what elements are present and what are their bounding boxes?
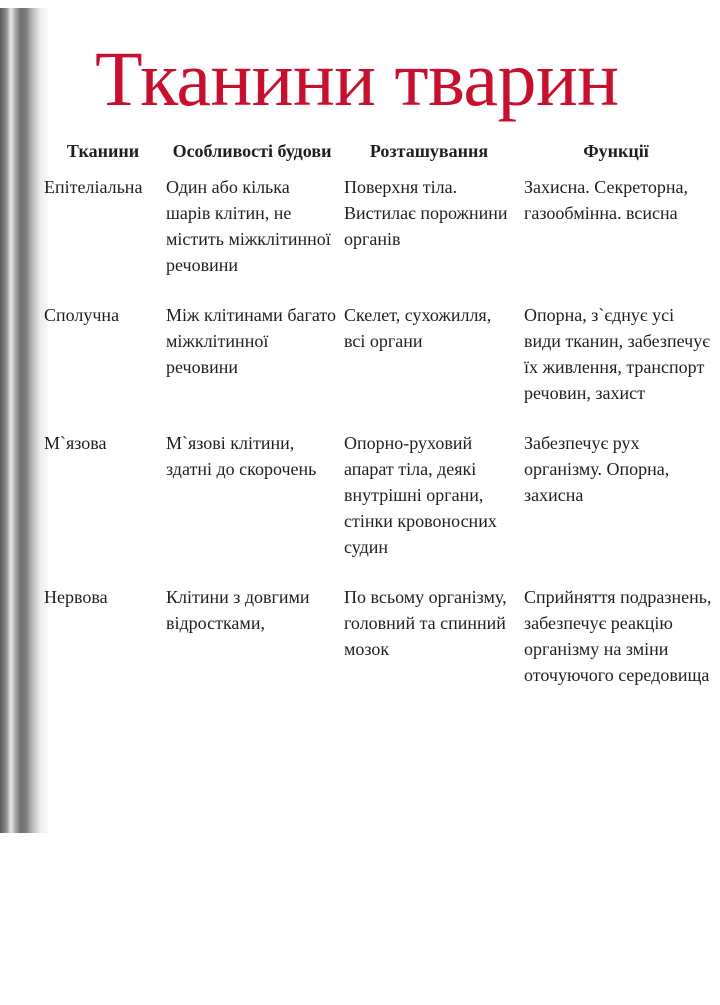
cell-structure: Один або кілька шарів клітин, не містить міжклітинної речовини — [166, 177, 331, 275]
table-row — [42, 302, 714, 430]
header-tissue: Тканини — [66, 141, 140, 161]
cell-tissue: М`язова — [44, 433, 107, 453]
table-header-row — [42, 134, 714, 174]
slide-title: Тканини тварин — [95, 35, 619, 122]
cell-structure: М`язові клітини, здатні до скорочень — [166, 433, 317, 479]
header-location: Розташування — [369, 141, 489, 161]
decorative-side-bar — [0, 8, 48, 833]
header-structure: Особливості будови — [172, 141, 332, 161]
cell-tissue: Епітеліальна — [44, 177, 143, 197]
cell-functions: Забезпечує рух організму. Опорна, захисна — [524, 433, 670, 505]
cell-structure: Клітини з довгими відростками, — [166, 587, 310, 633]
header-functions: Функції — [583, 141, 649, 161]
tissues-table — [42, 134, 714, 712]
cell-location: По всьому організму, головний та спинний мозок — [344, 587, 507, 659]
table-row — [42, 174, 714, 302]
cell-location: Опорно-руховий апарат тіла, деякі внутрішні органи, стінки кровоносних судин — [344, 433, 497, 557]
cell-functions: Опорна, з`єднує усі види тканин, забезпечує їх живлення, транспорт речовин, захист — [524, 305, 710, 403]
table-row — [42, 584, 714, 712]
cell-location: Поверхня тіла. Вистилає порожнини органів — [344, 177, 508, 249]
cell-location: Скелет, сухожилля, всі органи — [344, 305, 492, 351]
cell-tissue: Нервова — [44, 587, 108, 607]
cell-structure: Між клітинами багато міжклітинної речовини — [166, 305, 336, 377]
cell-functions: Захисна. Секреторна, газообмінна. всисна — [524, 177, 688, 223]
cell-tissue: Сполучна — [44, 305, 120, 325]
cell-functions: Сприйняття подразнень, забезпечує реакцію організму на зміни оточуючого середовища — [524, 587, 712, 685]
table-row — [42, 430, 714, 584]
